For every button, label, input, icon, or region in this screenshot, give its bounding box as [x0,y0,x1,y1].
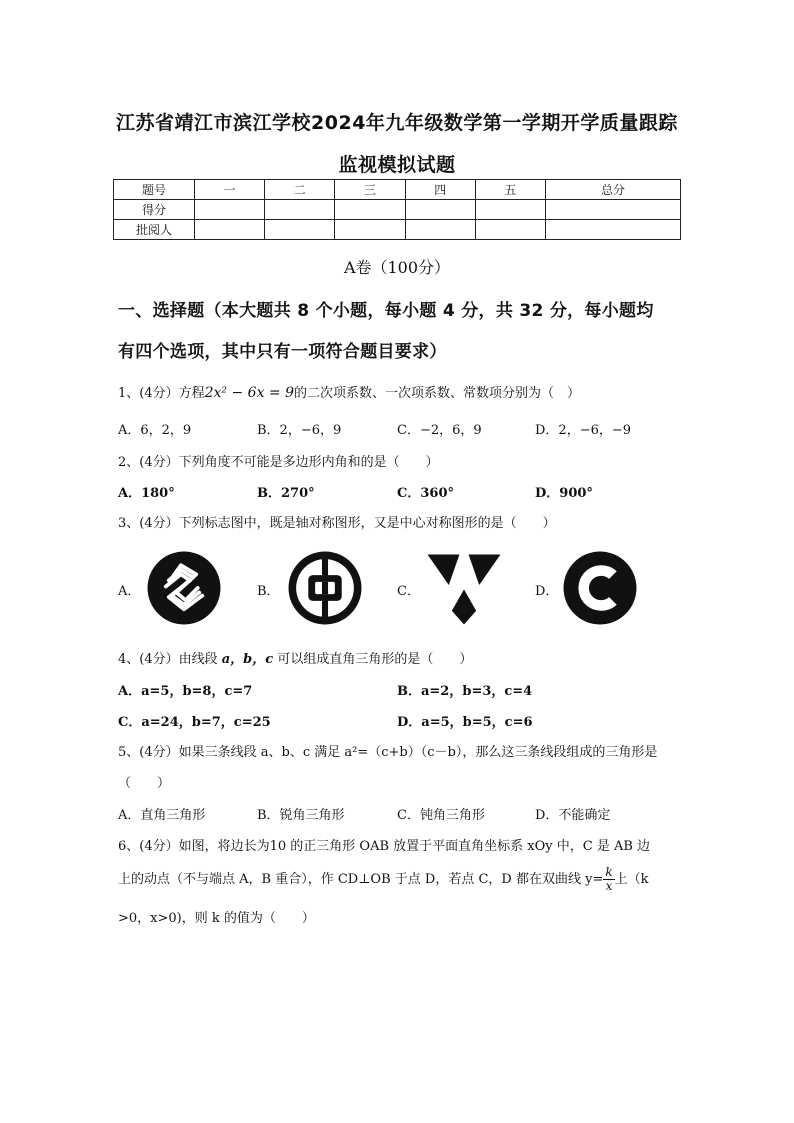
fraction-numerator: k [605,865,613,879]
q5-option-b[interactable]: B．锐角三角形 [257,808,345,823]
q4-option-d[interactable]: D．a=5，b=5，c=6 [397,715,533,730]
triangles-logo-icon[interactable] [426,550,502,626]
score-table-cell: 一 [195,180,265,200]
section-heading-line2: 有四个选项，其中只有一项符合题目要求） [118,342,447,362]
q2-option-c[interactable]: C．360° [397,486,454,501]
score-entry-cell[interactable] [405,200,475,220]
q1-option-a[interactable]: A．6，2，9 [118,423,192,438]
bank-of-china-logo-icon[interactable] [287,550,363,626]
question-2: 2、(4分）下列角度不可能是多边形内角和的是（ ） [118,455,439,470]
question-1 [118,382,580,401]
question-6-line2-tail: 上（k [614,872,649,887]
q3-label-a[interactable]: A． [118,584,141,599]
fraction-denominator: x [605,879,613,893]
score-table-cell: 二 [265,180,335,200]
score-table-cell: 四 [405,180,475,200]
q4-option-c[interactable]: C．a=24，b=7，c=25 [118,715,271,730]
question-3: 3、(4分）下列标志图中，既是轴对称图形，又是中心对称图形的是（ ） [118,516,556,531]
q5-option-a[interactable]: A．直角三角形 [118,808,206,823]
q1-option-b[interactable]: B．2，−6，9 [257,423,342,438]
q2-option-b[interactable]: B．270° [257,486,315,501]
grader-entry-cell[interactable] [195,220,265,240]
question-6-line3: >0，x>0)，则 k 的值为（ ） [118,911,315,926]
question-6-line2-text: 上的动点（不与端点 A，B 重合），作 CD⊥OB 于点 D，若点 C，D 都在双曲线 y= [118,872,604,887]
q1-option-d[interactable]: D．2，−6，−9 [535,423,632,438]
question-6-line1: 6、(4分）如图，将边长为10 的正三角形 OAB 放置于平面直角坐标系 xOy 中，C 是 AB 边 [118,839,651,854]
question-4-variables: a，b，c [221,652,274,667]
q5-option-d[interactable]: D．不能确定 [535,808,611,823]
score-table-cell: 五 [475,180,545,200]
score-table-cell: 三 [335,180,405,200]
volume-heading: A卷（100分） [343,258,451,277]
grader-entry-cell[interactable] [265,220,335,240]
score-entry-cell[interactable] [335,200,405,220]
score-table-header-row [114,180,681,200]
grader-entry-cell[interactable] [405,220,475,240]
score-entry-cell[interactable] [546,200,681,220]
q1-option-c[interactable]: C．−2，6，9 [397,423,482,438]
score-table-row [114,220,681,240]
q2-option-a[interactable]: A．180° [118,486,175,501]
question-4-prefix: 4、(4分）由线段 [118,652,222,667]
q5-option-c[interactable]: C．钝角三角形 [397,808,485,823]
score-table-cell: 题号 [114,180,195,200]
hyperbola-fraction [603,866,614,893]
construction-bank-logo-icon[interactable] [562,550,638,626]
q4-option-a[interactable]: A．a=5，b=8，c=7 [118,684,253,699]
question-1-suffix: 的二次项系数、一次项系数、常数项分别为（ ） [294,386,581,401]
grader-entry-cell[interactable] [335,220,405,240]
score-entry-cell[interactable] [475,200,545,220]
question-4-suffix: 可以组成直角三角形的是（ ） [273,652,473,667]
score-table-cell: 总分 [546,180,681,200]
exam-title-line2: 监视模拟试题 [338,154,456,176]
score-entry-cell[interactable] [265,200,335,220]
q4-option-b[interactable]: B．a=2，b=3，c=4 [397,684,533,699]
question-5-line1: 5、(4分）如果三条线段 a、b、c 满足 a²=（c+b）（c－b），那么这三条线段组成的三角形是 [118,745,658,760]
score-entry-cell[interactable] [195,200,265,220]
score-table [113,179,681,240]
grader-entry-cell[interactable] [546,220,681,240]
score-table-row [114,200,681,220]
score-table-row-label: 得分 [114,200,195,220]
exam-title-line1: 江苏省靖江市滨江学校2024年九年级数学第一学期开学质量跟踪 [116,112,678,134]
question-5-line2: （ ） [118,776,171,791]
q2-option-d[interactable]: D．900° [535,486,593,501]
score-table-row-label: 批阅人 [114,220,195,240]
q3-label-c[interactable]: C． [397,584,420,599]
question-4 [118,648,472,667]
question-1-equation: 2x² − 6x = 9 [204,385,295,401]
q3-label-b[interactable]: B． [257,584,280,599]
grader-entry-cell[interactable] [475,220,545,240]
question-6-line2 [118,866,649,893]
china-mobile-logo-icon[interactable] [146,550,222,626]
question-1-prefix: 1、(4分）方程 [118,386,205,401]
section-heading-line1: 一、选择题（本大题共 8 个小题，每小题 4 分，共 32 分，每小题均 [118,301,654,321]
q3-label-d[interactable]: D． [535,584,559,599]
